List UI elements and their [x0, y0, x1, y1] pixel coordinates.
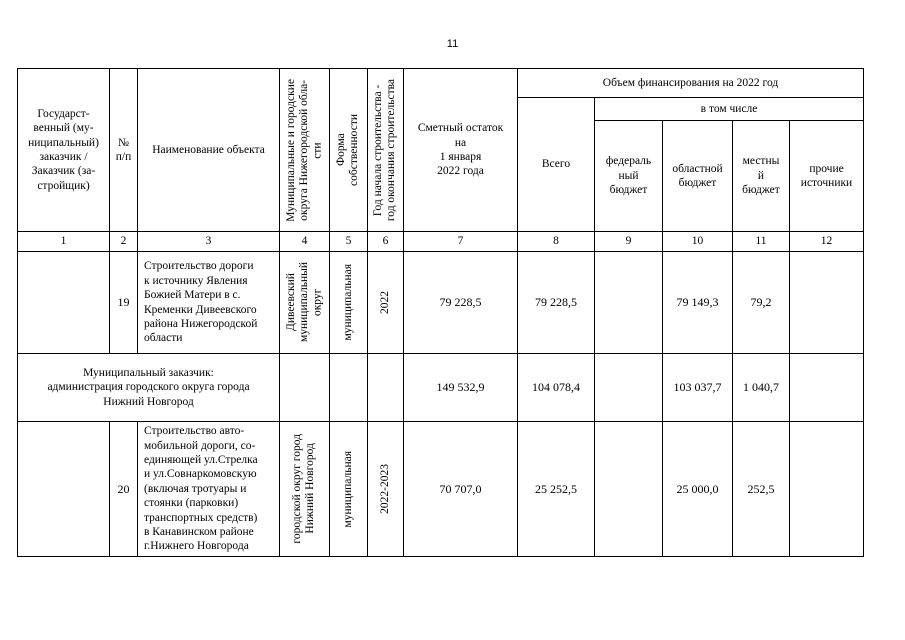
row-object-name-text: Строительство дороги к источнику Явления Божией Матери в с. Кременки Дивеевского района Нижегородской области: [144, 260, 258, 345]
group-ownership: [330, 354, 368, 422]
header-federal: федераль ный бюджет: [595, 121, 663, 232]
header-customer: Государст- венный (му- ниципальный) заказчик / Заказчик (за- стройщик): [18, 69, 110, 232]
column-numbers-row: [18, 232, 864, 252]
row-local: 79,2: [733, 252, 790, 354]
header-ownership-text: Форма собственности: [335, 114, 361, 186]
row-customer: [18, 252, 110, 354]
header-including: в том числе: [595, 98, 864, 121]
group-local: 1 040,7: [733, 354, 790, 422]
column-number: 8: [518, 232, 595, 252]
group-other: [790, 354, 864, 422]
table-row: [18, 422, 864, 557]
group-row: [18, 354, 864, 422]
header-object-name: Наименование объекта: [138, 69, 280, 232]
column-number: 5: [330, 232, 368, 252]
column-number: 3: [138, 232, 280, 252]
header-years: [368, 69, 404, 232]
column-number: 1: [18, 232, 110, 252]
column-number: 10: [663, 232, 733, 252]
row-ownership: [330, 422, 368, 557]
row-municipality: [280, 252, 330, 354]
header-local: местны й бюджет: [733, 121, 790, 232]
column-number: 12: [790, 232, 864, 252]
row-regional: 25 000,0: [663, 422, 733, 557]
table-row: [18, 252, 864, 354]
row-balance: 70 707,0: [404, 422, 518, 557]
row-years-text: 2022-2023: [378, 464, 391, 514]
row-ownership-text: муниципальная: [341, 450, 354, 528]
group-total: 104 078,4: [518, 354, 595, 422]
column-number: 11: [733, 232, 790, 252]
row-num: 20: [110, 422, 138, 557]
header-years-text: Год начала строительства - год окончания строительства: [372, 78, 398, 222]
page-number: 11: [446, 38, 459, 50]
row-ownership-text: муниципальная: [341, 264, 354, 341]
row-federal: [595, 422, 663, 557]
column-number: 9: [595, 232, 663, 252]
header-regional: областной бюджет: [663, 121, 733, 232]
row-years: [368, 422, 404, 557]
header-ownership: [330, 69, 368, 232]
row-total: 25 252,5: [518, 422, 595, 557]
row-object-name-text: Строительство авто- мобильной дороги, со- единяющей ул.Стрелка и ул.Совнаркомовскую (включая тротуары и стоянки (парковки) транспортных средств) в Канавинском районе г.Нижнего Новгорода: [144, 425, 258, 553]
row-regional: 79 149,3: [663, 252, 733, 354]
header-other: прочие источники: [790, 121, 864, 232]
header-municipality-text: Муниципальные и городские округа Нижегородской обла- сти: [284, 78, 324, 222]
header-num: № п/п: [110, 69, 138, 232]
row-federal: [595, 252, 663, 354]
row-municipality-text: городской округ город Нижний Новгород: [291, 434, 317, 544]
group-balance: 149 532,9: [404, 354, 518, 422]
group-years: [368, 354, 404, 422]
group-customer-label: Муниципальный заказчик: администрация городского округа города Нижний Новгород: [18, 354, 280, 422]
column-number: 7: [404, 232, 518, 252]
column-number: 4: [280, 232, 330, 252]
row-object-name: [138, 252, 280, 354]
group-federal: [595, 354, 663, 422]
row-ownership: [330, 252, 368, 354]
header-balance: Сметный остаток на 1 января 2022 года: [404, 69, 518, 232]
group-municipality: [280, 354, 330, 422]
financing-table: [17, 68, 864, 557]
header-municipality: [280, 69, 330, 232]
row-customer: [18, 422, 110, 557]
row-municipality-text: Дивеевский муниципальный округ: [284, 262, 324, 343]
header-funding-title: Объем финансирования на 2022 год: [518, 69, 864, 98]
row-other: [790, 252, 864, 354]
row-years-text: 2022: [378, 291, 391, 314]
row-total: 79 228,5: [518, 252, 595, 354]
column-number: 6: [368, 232, 404, 252]
row-num: 19: [110, 252, 138, 354]
group-regional: 103 037,7: [663, 354, 733, 422]
row-other: [790, 422, 864, 557]
row-object-name: [138, 422, 280, 557]
row-years: [368, 252, 404, 354]
row-local: 252,5: [733, 422, 790, 557]
column-number: 2: [110, 232, 138, 252]
row-municipality: [280, 422, 330, 557]
header-total: Всего: [518, 98, 595, 232]
row-balance: 79 228,5: [404, 252, 518, 354]
